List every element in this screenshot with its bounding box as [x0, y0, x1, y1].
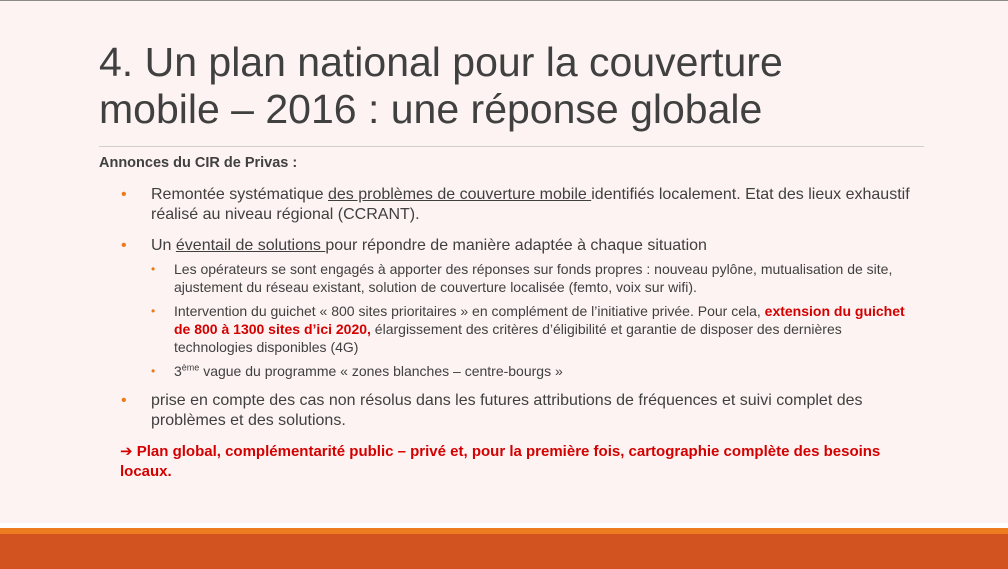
bullet-2-pre: Un: [151, 237, 176, 254]
footer-band: [0, 534, 1008, 569]
sub-bullet-2-highlight: extension du guichet de 800 à 1300 sites d’ici 2020,: [174, 303, 905, 337]
title-line-2: mobile – 2016 : une réponse globale: [99, 86, 763, 132]
bullet-marker: •: [121, 186, 127, 203]
bullet-3-text: prise en compte des cas non résolus dans les futures attributions de fréquences et suivi complet des problèmes et des solutions.: [151, 392, 863, 429]
sub-bullet-item-2: [151, 302, 924, 356]
sub-bullet-marker: •: [151, 304, 156, 318]
sub-bullet-1-text: Les opérateurs se sont engagés à apporter des réponses sur fonds propres : nouveau pylône, mutualisation de site, ajustement du réseau existant, solution de couverture localisée (femto, voix sur wifi).: [174, 261, 893, 295]
bullet-1-post: identifiés localement. Etat des lieux exhaustif réalisé au niveau régional (CCRANT).: [151, 186, 910, 223]
sub-bullet-3-sup: ème: [181, 362, 200, 373]
slide-title: [99, 39, 939, 133]
sub-bullet-2-post: élargissement des critères d’éligibilité et garantie de disposer des dernières technologies disponibles (4G): [174, 321, 842, 355]
bullet-1-pre: Remontée systématique: [151, 186, 328, 203]
sub-bullet-list: [151, 260, 924, 380]
arrow-icon: ➔: [120, 443, 133, 460]
bullet-2-underlined: éventail de solutions: [175, 237, 326, 254]
sub-bullet-3-post: vague du programme « zones blanches – centre-bourgs »: [199, 363, 563, 379]
bullet-item-1: [99, 185, 924, 225]
title-line-1: 4. Un plan national pour la couverture: [99, 39, 783, 85]
bullet-marker: •: [121, 392, 127, 409]
title-divider: [99, 146, 924, 147]
bullet-2-post: pour répondre de manière adaptée à chaque situation: [325, 237, 707, 254]
bullet-marker: •: [121, 237, 127, 254]
sub-bullet-3-num: 3: [174, 363, 182, 379]
slide-body: [99, 153, 924, 482]
sub-bullet-2-pre: Intervention du guichet « 800 sites prioritaires » en complément de l’initiative privée. Pour cela,: [174, 303, 765, 319]
bullet-item-3: [99, 391, 924, 431]
bullet-list: [99, 185, 924, 431]
sub-bullet-marker: •: [151, 364, 156, 378]
bullet-1-underlined: des problèmes de couverture mobile: [327, 186, 592, 203]
bullet-item-2: [99, 236, 924, 380]
sub-bullet-item-3: [151, 362, 924, 380]
sub-bullet-marker: •: [151, 262, 156, 276]
conclusion-text: Plan global, complémentarité public – privé et, pour la première fois, cartographie complète des besoins locaux.: [120, 443, 881, 480]
sub-bullet-item-1: [151, 260, 924, 296]
section-heading: Annonces du CIR de Privas :: [99, 155, 298, 171]
conclusion: [99, 442, 920, 482]
